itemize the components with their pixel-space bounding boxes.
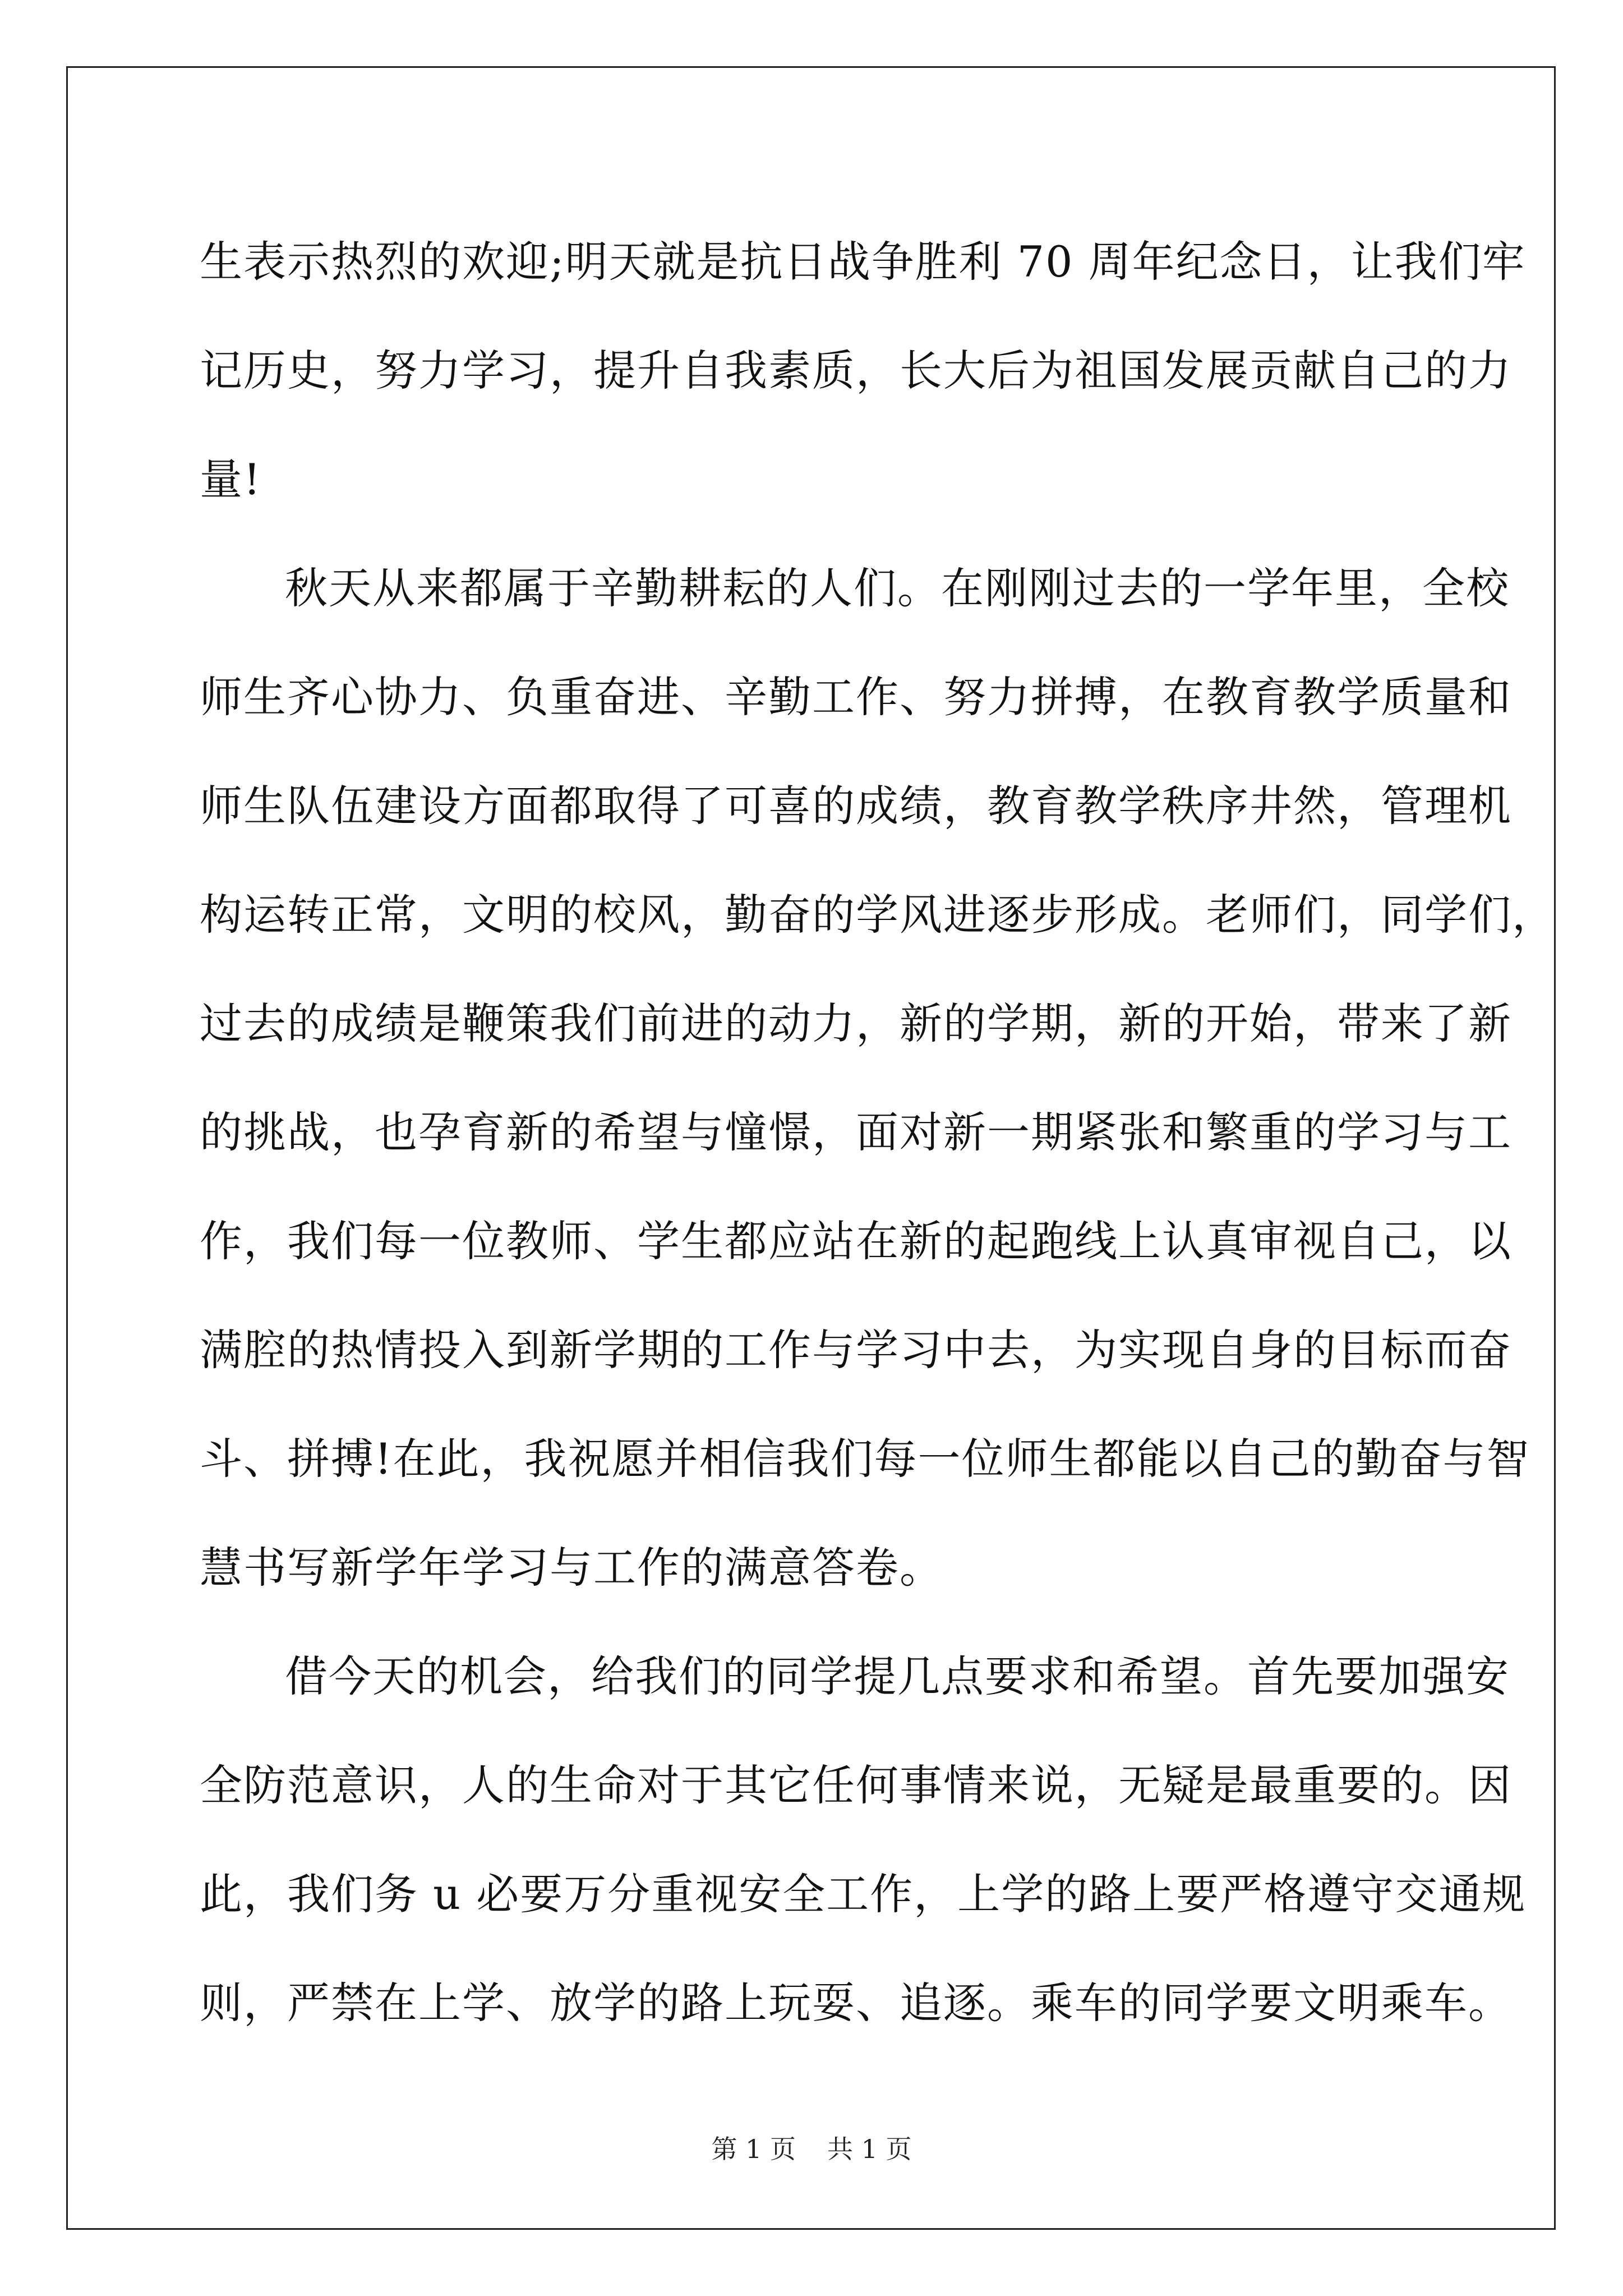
text-line: 作，我们每一位教师、学生都应站在新的起跑线上认真审视自己，以: [200, 1216, 1512, 1266]
text-line: 师生队伍建设方面都取得了可喜的成绩，教育教学秩序井然，管理机: [200, 781, 1512, 831]
text-line: 则，严禁在上学、放学的路上玩耍、追逐。乘车的同学要文明乘车。: [200, 1978, 1512, 2028]
text-line: 构运转正常，文明的校风，勤奋的学风进逐步形成。老师们，同学们，: [200, 890, 1556, 940]
page-number: 第 1 页: [711, 2134, 796, 2164]
page-footer: [0, 2129, 1623, 2166]
text-line: 师生齐心协力、负重奋进、辛勤工作、努力拼搏，在教育教学质量和: [200, 672, 1512, 722]
document-body: [200, 208, 1556, 2058]
text-line: 生表示热烈的欢迎;明天就是抗日战争胜利 70 周年纪念日，让我们牢: [200, 237, 1526, 287]
text-line: 慧书写新学年学习与工作的满意答卷。: [200, 1543, 943, 1593]
text-line: 量!: [200, 454, 262, 504]
text-line: 满腔的热情投入到新学期的工作与学习中去，为实现自身的目标而奋: [200, 1325, 1512, 1375]
text-line: 全防范意识，人的生命对于其它任何事情来说，无疑是最重要的。因: [200, 1760, 1512, 1810]
text-line: 记历史，努力学习，提升自我素质，长大后为祖国发展贡献自己的力: [200, 346, 1512, 395]
paragraph-start-line: 秋天从来都属于辛勤耕耘的人们。在刚刚过去的一学年里，全校: [285, 563, 1510, 613]
paragraph-start-line: 借今天的机会，给我们的同学提几点要求和希望。首先要加强安: [285, 1651, 1510, 1701]
text-line: 的挑战，也孕育新的希望与憧憬，面对新一期紧张和繁重的学习与工: [200, 1107, 1512, 1157]
page-total: 共 1 页: [827, 2134, 912, 2164]
text-line: 过去的成绩是鞭策我们前进的动力，新的学期，新的开始，带来了新: [200, 999, 1512, 1048]
text-line: 此，我们务 u 必要万分重视安全工作，上学的路上要严格遵守交通规: [200, 1869, 1527, 1919]
text-line: 斗、拼搏!在此，我祝愿并相信我们每一位师生都能以自己的勤奋与智: [200, 1434, 1530, 1484]
